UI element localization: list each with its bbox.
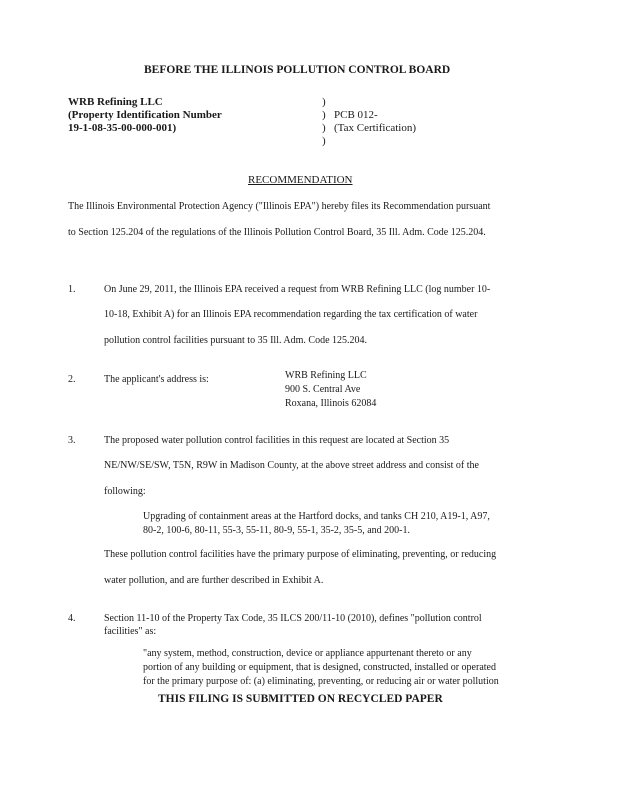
recycled-paper-footer: THIS FILING IS SUBMITTED ON RECYCLED PAPER bbox=[158, 693, 443, 705]
caption-bracket: ) bbox=[322, 122, 326, 134]
address-line: Roxana, Illinois 62084 bbox=[285, 398, 377, 409]
property-id-number: 19-1-08-35-00-000-001) bbox=[68, 122, 177, 134]
para-number: 2. bbox=[68, 374, 76, 385]
caption-bracket: ) bbox=[322, 135, 326, 147]
facility-list-line: Upgrading of containment areas at the Hartford docks, and tanks CH 210, A19-1, A97, bbox=[143, 511, 490, 522]
para-line: On June 29, 2011, the Illinois EPA received a request from WRB Refining LLC (log number 10- bbox=[104, 284, 491, 295]
para-line: These pollution control facilities have the primary purpose of eliminating, preventing, or reducing bbox=[104, 549, 497, 560]
address-label: The applicant's address is: bbox=[104, 374, 209, 385]
quote-line: for the primary purpose of: (a) eliminating, preventing, or reducing air or water pollution bbox=[143, 676, 499, 687]
document-heading: RECOMMENDATION bbox=[248, 174, 353, 186]
para-line: The proposed water pollution control facilities in this request are located at Section 35 bbox=[104, 435, 450, 446]
para-line: 10-18, Exhibit A) for an Illinois EPA recommendation regarding the tax certification of water bbox=[104, 309, 478, 320]
para-line: following: bbox=[104, 486, 146, 497]
para-line: Section 11-10 of the Property Tax Code, 35 ILCS 200/11-10 (2010), defines "pollution control bbox=[104, 613, 482, 624]
para-number: 1. bbox=[68, 284, 76, 295]
facility-list-line: 80-2, 100-6, 80-11, 55-3, 55-11, 80-9, 55-1, 35-2, 35-5, and 200-1. bbox=[143, 525, 410, 536]
caption-bracket: ) bbox=[322, 96, 326, 108]
para-number: 4. bbox=[68, 613, 76, 624]
quote-line: portion of any building or equipment, that is designed, constructed, installed or operated bbox=[143, 662, 496, 673]
para-number: 3. bbox=[68, 435, 76, 446]
intro-line: The Illinois Environmental Protection Agency ("Illinois EPA") hereby files its Recommendation pursuant bbox=[68, 201, 491, 212]
caption-bracket: ) bbox=[322, 109, 326, 121]
para-line: water pollution, and are further described in Exhibit A. bbox=[104, 575, 324, 586]
address-line: WRB Refining LLC bbox=[285, 370, 367, 381]
para-line: facilities" as: bbox=[104, 626, 157, 637]
case-type: (Tax Certification) bbox=[334, 122, 417, 134]
intro-line: to Section 125.204 of the regulations of the Illinois Pollution Control Board, 35 Ill. Adm. Code 125.204. bbox=[68, 227, 486, 238]
quote-line: "any system, method, construction, device or appliance appurtenant thereto or any bbox=[143, 648, 472, 659]
address-line: 900 S. Central Ave bbox=[285, 384, 361, 395]
case-number: PCB 012- bbox=[334, 109, 378, 121]
para-line: NE/NW/SE/SW, T5N, R9W in Madison County, at the above street address and consist of the bbox=[104, 460, 479, 471]
board-title: BEFORE THE ILLINOIS POLLUTION CONTROL BOARD bbox=[144, 64, 451, 76]
para-line: pollution control facilities pursuant to 35 Ill. Adm. Code 125.204. bbox=[104, 335, 368, 346]
property-id-label: (Property Identification Number bbox=[68, 109, 222, 121]
party-name: WRB Refining LLC bbox=[68, 96, 163, 108]
